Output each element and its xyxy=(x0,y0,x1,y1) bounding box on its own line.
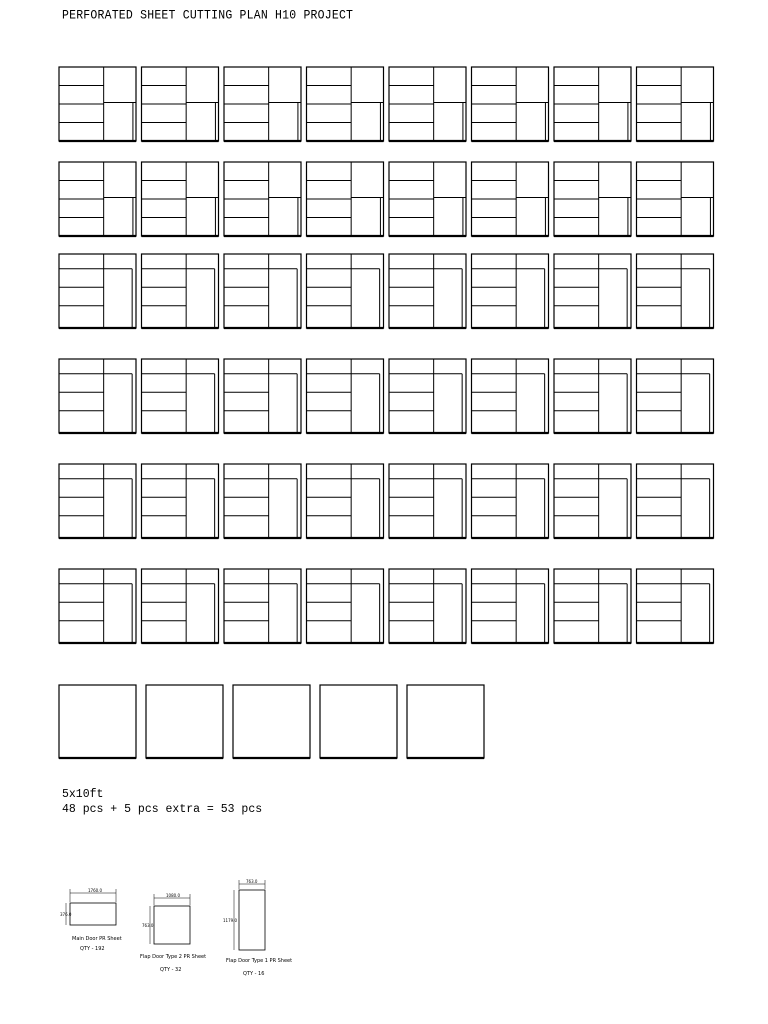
sheet-layout xyxy=(142,162,219,236)
sheet-layout xyxy=(472,162,549,236)
sheet-layout xyxy=(307,67,384,141)
blank-sheet xyxy=(233,685,310,758)
sheet-layout xyxy=(142,569,219,643)
sheet-layout xyxy=(59,254,136,328)
sheet-size: 5x10ft xyxy=(62,788,104,801)
flap-type-2-label: Flap Door Type 2 PR Sheet xyxy=(140,954,207,960)
legend-item-flap-type-2 xyxy=(140,893,206,973)
sheet-layout xyxy=(389,67,466,141)
sheet-layout xyxy=(389,464,466,538)
sheet-layout xyxy=(472,464,549,538)
sheet-layout xyxy=(554,359,631,433)
sheet-layout xyxy=(142,67,219,141)
sheet-layout xyxy=(224,464,301,538)
sheet-layout xyxy=(389,162,466,236)
sheet-layout xyxy=(224,162,301,236)
sheet-layout xyxy=(59,162,136,236)
blank-sheet xyxy=(146,685,223,758)
sheet-layout xyxy=(389,359,466,433)
sheet-layout xyxy=(224,569,301,643)
legend-item-main-door xyxy=(60,888,122,952)
sheet-layout xyxy=(389,254,466,328)
sheet-layout xyxy=(472,569,549,643)
blank-sheet xyxy=(320,685,397,758)
flap-type-2-width: 1080.0 xyxy=(166,893,180,898)
main-door-qty: QTY - 192 xyxy=(80,946,105,952)
sheet-layout xyxy=(472,359,549,433)
sheet-layout xyxy=(637,254,714,328)
sheet-layout xyxy=(142,254,219,328)
sheet-layout xyxy=(389,569,466,643)
sheet-layout xyxy=(554,67,631,141)
sheet-layout xyxy=(637,464,714,538)
flap-type-1-qty: QTY - 16 xyxy=(243,971,265,977)
sheet-layout xyxy=(307,569,384,643)
sheet-layout xyxy=(59,359,136,433)
sheet-layout xyxy=(142,464,219,538)
blank-sheet xyxy=(407,685,484,758)
flap-type-2-qty: QTY - 32 xyxy=(160,967,182,973)
sheet-count: 48 pcs + 5 pcs extra = 53 pcs xyxy=(62,803,263,816)
flap-type-1-label: Flap Door Type 1 PR Sheet xyxy=(226,958,293,964)
summary xyxy=(62,787,262,817)
main-door-shape xyxy=(70,903,116,925)
sheet-layout xyxy=(224,67,301,141)
flap-type-1-height: 1179.0 xyxy=(223,918,237,923)
sheet-layout xyxy=(637,162,714,236)
sheet-layout xyxy=(224,254,301,328)
blank-sheet xyxy=(59,685,136,758)
sheet-layout xyxy=(224,359,301,433)
page-title: PERFORATED SHEET CUTTING PLAN H10 PROJECT xyxy=(62,8,354,23)
sheet-layout xyxy=(307,162,384,236)
sheet-layout xyxy=(637,67,714,141)
flap-type-2-height: 763.0 xyxy=(142,923,154,928)
sheet-layout xyxy=(554,162,631,236)
sheet-layout xyxy=(554,464,631,538)
main-door-width: 1760.0 xyxy=(88,888,102,893)
sheet-layout xyxy=(472,67,549,141)
sheet-layout xyxy=(307,359,384,433)
flap-type-1-width: 763.0 xyxy=(246,879,258,884)
sheet-layout xyxy=(637,569,714,643)
sheet-layout xyxy=(59,569,136,643)
flap-type-1-shape xyxy=(239,890,265,950)
main-door-height: 376.0 xyxy=(60,912,72,917)
main-door-label: Main Door PR Sheet xyxy=(72,936,122,942)
flap-type-2-shape xyxy=(154,906,190,944)
sheet-layout xyxy=(142,359,219,433)
sheet-layout xyxy=(307,254,384,328)
sheet-layout xyxy=(307,464,384,538)
sheet-layout xyxy=(554,569,631,643)
sheet-layout xyxy=(59,464,136,538)
sheet-layout xyxy=(59,67,136,141)
sheet-layout xyxy=(554,254,631,328)
sheet-layout xyxy=(637,359,714,433)
legend-item-flap-type-1 xyxy=(223,879,292,977)
sheet-layout xyxy=(472,254,549,328)
